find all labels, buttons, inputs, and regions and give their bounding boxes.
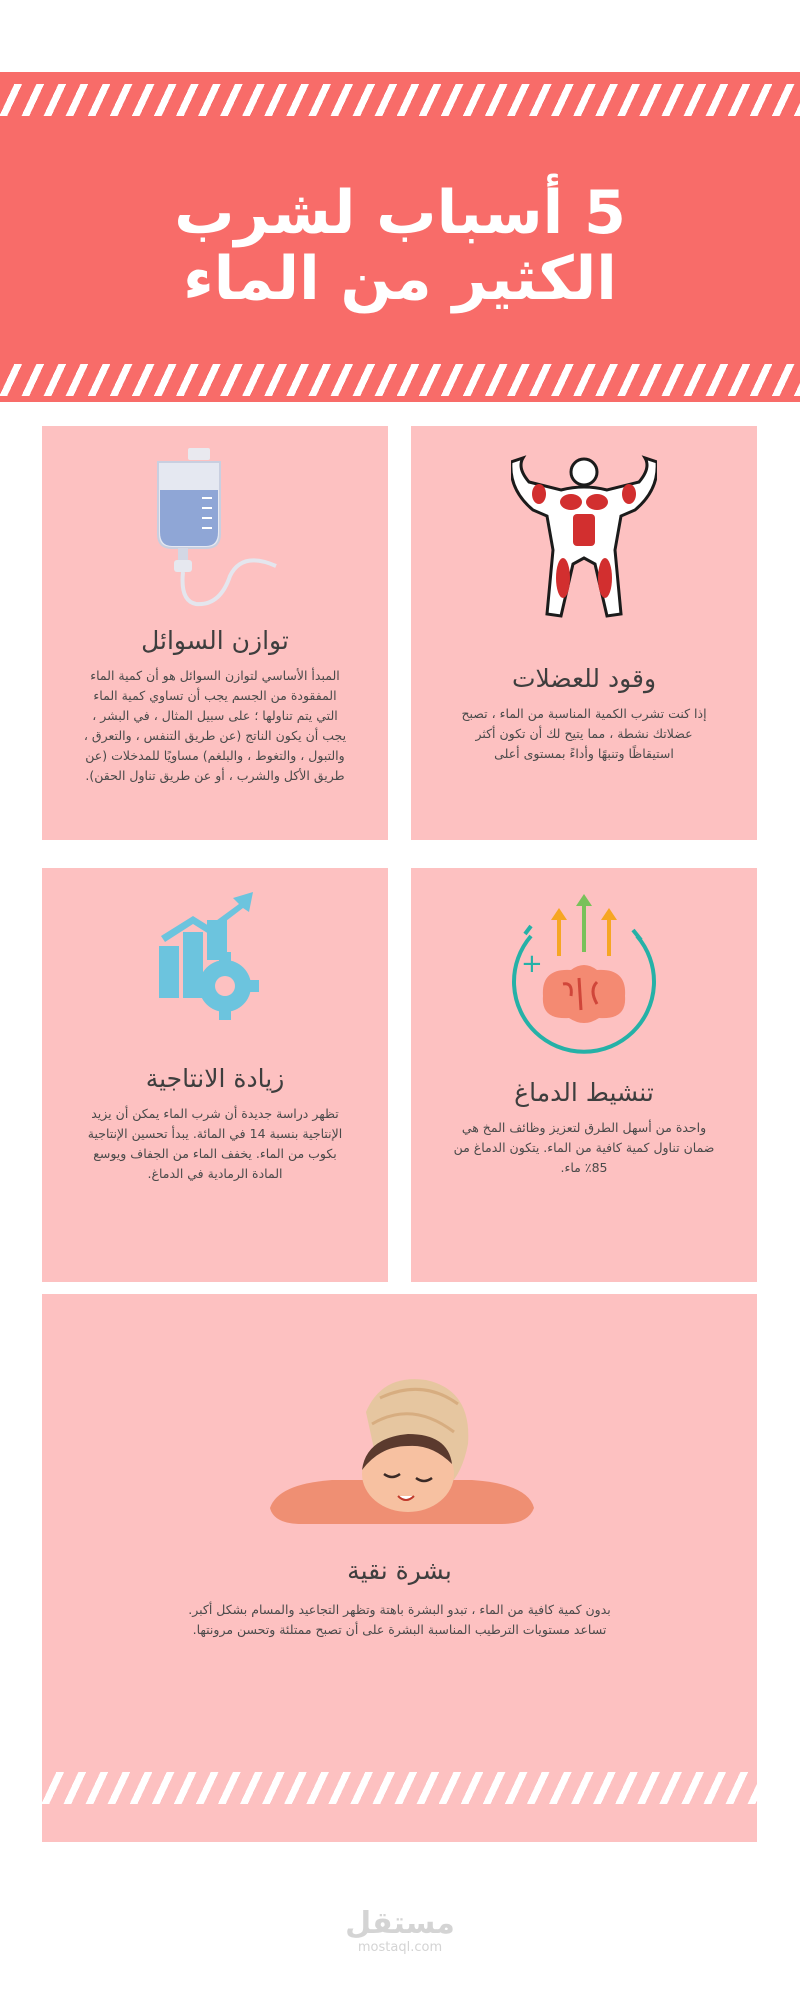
bottom-stripes [0,364,800,396]
header-banner [0,72,800,402]
top-stripes [0,84,800,116]
svg-text:+: + [521,949,543,979]
logo-latin: mostaql.com [357,1940,443,1955]
title-line-2: الكثير من الماء [183,244,617,314]
card-title: توازن السوائل [141,626,289,655]
logo-arabic: مستقل [345,1906,455,1941]
card-body: إذا كنت تشرب الكمية المناسبة من الماء ، تصبح عضلاتك نشطة ، مما يتيح لك أن تكون أكثر استيقاظًا وتنبهًا وأداءً بمستوى أعلى [461,706,707,761]
card-fluid-balance [42,426,388,840]
mostaql-logo [0,1908,800,1956]
title-line-1: 5 أسباب لشرب [174,178,626,248]
card-title: بشرة نقية [347,1556,452,1585]
card-title: زيادة الانتاجية [145,1064,285,1093]
card-title: تنشيط الدماغ [514,1078,654,1107]
muscles-icon [511,454,657,624]
brain-boost-icon [501,886,667,1056]
card-body: بدون كمية كافية من الماء ، تبدو البشرة باهتة وتظهر التجاعيد والمسام بشكل أكبر. تساعد مستويات الترطيب المناسبة البشرة على أن تصبح ممتلئة وتحسن مرونتها. [188,1602,611,1637]
card-productivity [42,868,388,1282]
iv-bag-icon [150,446,330,616]
card-body: واحدة من أسهل الطرق لتعزيز وظائف المخ هي ضمان تناول كمية كافية من الماء. يتكون الدماغ من 85٪ ماء. [453,1120,715,1175]
card-title: وقود للعضلات [511,664,657,693]
page-title [0,180,800,312]
card-body: تظهر دراسة جديدة أن شرب الماء يمكن أن يزيد الإنتاجية بنسبة 14 في المائة. يبدأ تحسين الإنتاجية بكوب من الماء. يخفف الماء من الجفاف ويوسع المادة الرمادية في الدماغ. [87,1106,343,1181]
card-stripes [42,1772,757,1804]
card-muscle-fuel [411,426,757,840]
card-brain-boost [411,868,757,1282]
spa-woman-icon [262,1374,538,1534]
card-body: المبدأ الأساسي لتوازن السوائل هو أن كمية الماء المفقودة من الجسم يجب أن تساوي كمية الماء التي يتم تناولها ؛ على سبيل المثال ، في البشر ، يجب أن يكون الناتج (عن طريق التنفس ، والتعرق ، والتبول ، والتغوط ، والبلغم) مساويًا للمدخلات (عن طريق الأكل والشرب ، أو عن طريق تناول الحقن). [83,668,347,783]
productivity-chart-icon [157,886,277,1026]
card-clear-skin [42,1294,757,1842]
